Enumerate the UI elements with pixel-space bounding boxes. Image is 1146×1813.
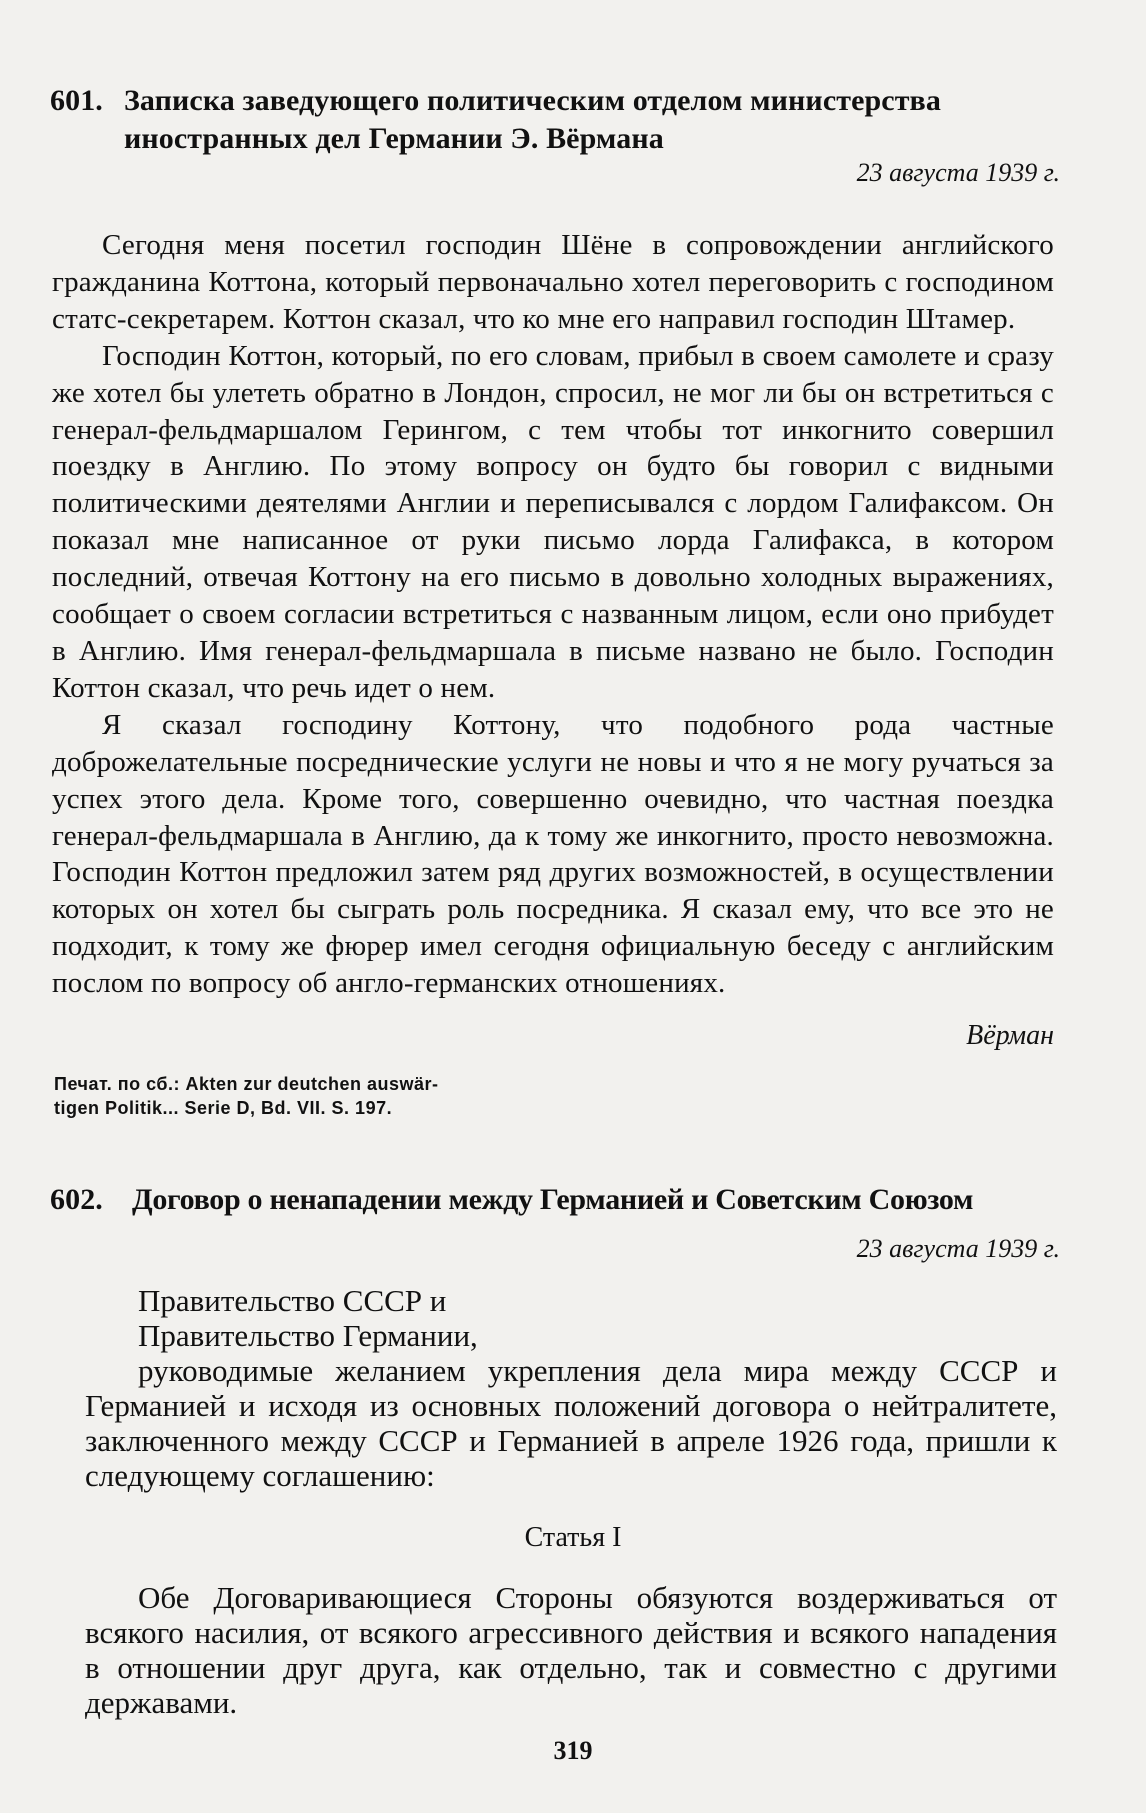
doc602-article-text: Обе Договаривающиеся Стороны обязуются воздерживаться от всякого насилия, от всякого агрессивного действия и всякого нападения в отношении друг друга, как отдельно, так и совместно с другими державами. <box>85 1580 1057 1720</box>
doc601-paragraph-1: Сегодня меня посетил господин Шёне в сопровождении английского гражданина Коттона, который первоначально хотел переговорить с господином статс-секретарем. Коттон сказал, что ко мне его направил господин Штамер. <box>52 229 1054 335</box>
doc601-number: 601. <box>50 84 103 117</box>
doc602-party-2: Правительство Германии, <box>138 1318 478 1353</box>
doc601-heading <box>50 84 1050 156</box>
doc602-number: 602. <box>50 1183 103 1216</box>
page-number: 319 <box>553 1736 593 1765</box>
doc601-body <box>52 227 1054 1002</box>
doc601-source-line2: tigen Politik... Serie D, Bd. VII. S. 197. <box>54 1098 393 1118</box>
doc601-paragraph-2: Господин Коттон, который, по его словам, прибыл в своем самолете и сразу же хотел бы улететь обратно в Лондон, спросил, не мог ли бы он встретиться с генерал-фельдмаршалом Герингом, с тем чтобы тот инкогнито совершил поездку в Англию. По этому вопросу он будто бы говорил с видными политическими деятелями Англии и переписывался с лордом Галифаксом. Он показал мне написанное от руки письмо лорда Галифакса, в котором последний, отвечая Коттону на его письмо в довольно холодных выражениях, сообщает о своем согласии встретиться с названным лицом, если оно прибудет в Англию. Имя генерал-фельдмаршала в письме названо не было. Господин Коттон сказал, что речь идет о нем. <box>52 339 1054 704</box>
doc602-heading <box>50 1183 1060 1219</box>
doc601-date: 23 августа 1939 г. <box>856 158 1060 187</box>
doc602-party-1: Правительство СССР и <box>138 1283 447 1318</box>
doc601-source-line1: Печат. по сб.: Akten zur deutchen auswär- <box>54 1074 439 1094</box>
doc601-source <box>54 1072 754 1120</box>
doc601-signature: Вёрман <box>966 1020 1054 1051</box>
doc602-article-block <box>85 1580 1057 1720</box>
doc602-article-title: Статья I <box>524 1522 622 1553</box>
doc602-parties <box>138 1283 1038 1353</box>
doc602-title: Договор о ненападении между Германией и Советским Союзом <box>132 1183 974 1216</box>
doc601-title-line1: Записка заведующего политическим отделом министерства <box>124 84 941 117</box>
doc602-date: 23 августа 1939 г. <box>856 1234 1060 1263</box>
doc601-paragraph-3: Я сказал господину Коттону, что подобного рода частные доброжелательные посреднические услуги не новы и что я не могу ручаться за успех этого дела. Кроме того, совершенно очевидно, что частная поездка генерал-фельдмаршала в Англию, да к тому же инкогнито, просто невозможна. Господин Коттон предложил затем ряд других возможностей, в осуществлении которых он хотел бы сыграть роль посредника. Я сказал ему, что все это не подходит, к тому же фюрер имел сегодня официальную беседу с английским послом по вопросу об англо-германских отношениях. <box>52 708 1054 1000</box>
doc602-preamble-block <box>85 1353 1057 1493</box>
doc601-title-line2: иностранных дел Германии Э. Вёрмана <box>124 122 664 155</box>
doc602-preamble: руководимые желанием укрепления дела мира между СССР и Германией и исходя из основных положений договора о нейтралитете, заключенного между СССР и Германией в апреле 1926 года, пришли к следующему соглашению: <box>85 1353 1057 1493</box>
